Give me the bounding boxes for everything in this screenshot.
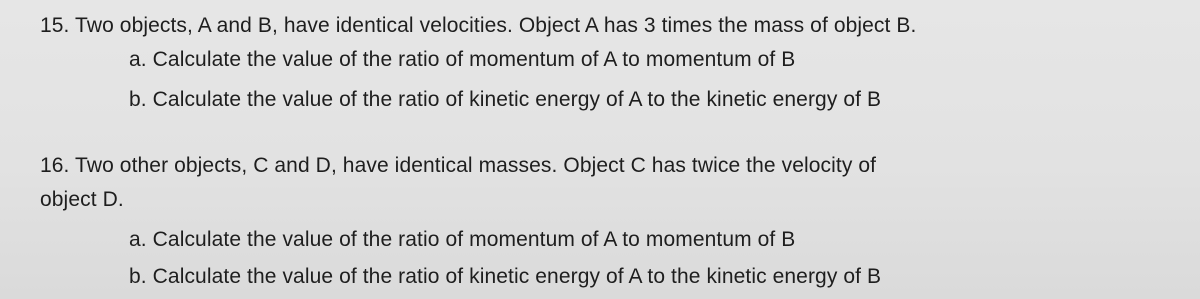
question-16-text-line-2: object D. [40,188,124,211]
question-16-part-b: b. Calculate the value of the ratio of kinetic energy of A to the kinetic energy of B [129,265,882,288]
question-16-part-a: a. Calculate the value of the ratio of momentum of A to momentum of B [129,228,796,251]
question-15-text: 15. Two objects, A and B, have identical velocities. Object A has 3 times the mass of object B. [40,14,917,37]
question-16-text-line-1: 16. Two other objects, C and D, have identical masses. Object C has twice the velocity of [40,154,877,177]
question-15-part-a: a. Calculate the value of the ratio of momentum of A to momentum of B [129,48,796,71]
question-15-part-b: b. Calculate the value of the ratio of kinetic energy of A to the kinetic energy of B [129,88,882,111]
